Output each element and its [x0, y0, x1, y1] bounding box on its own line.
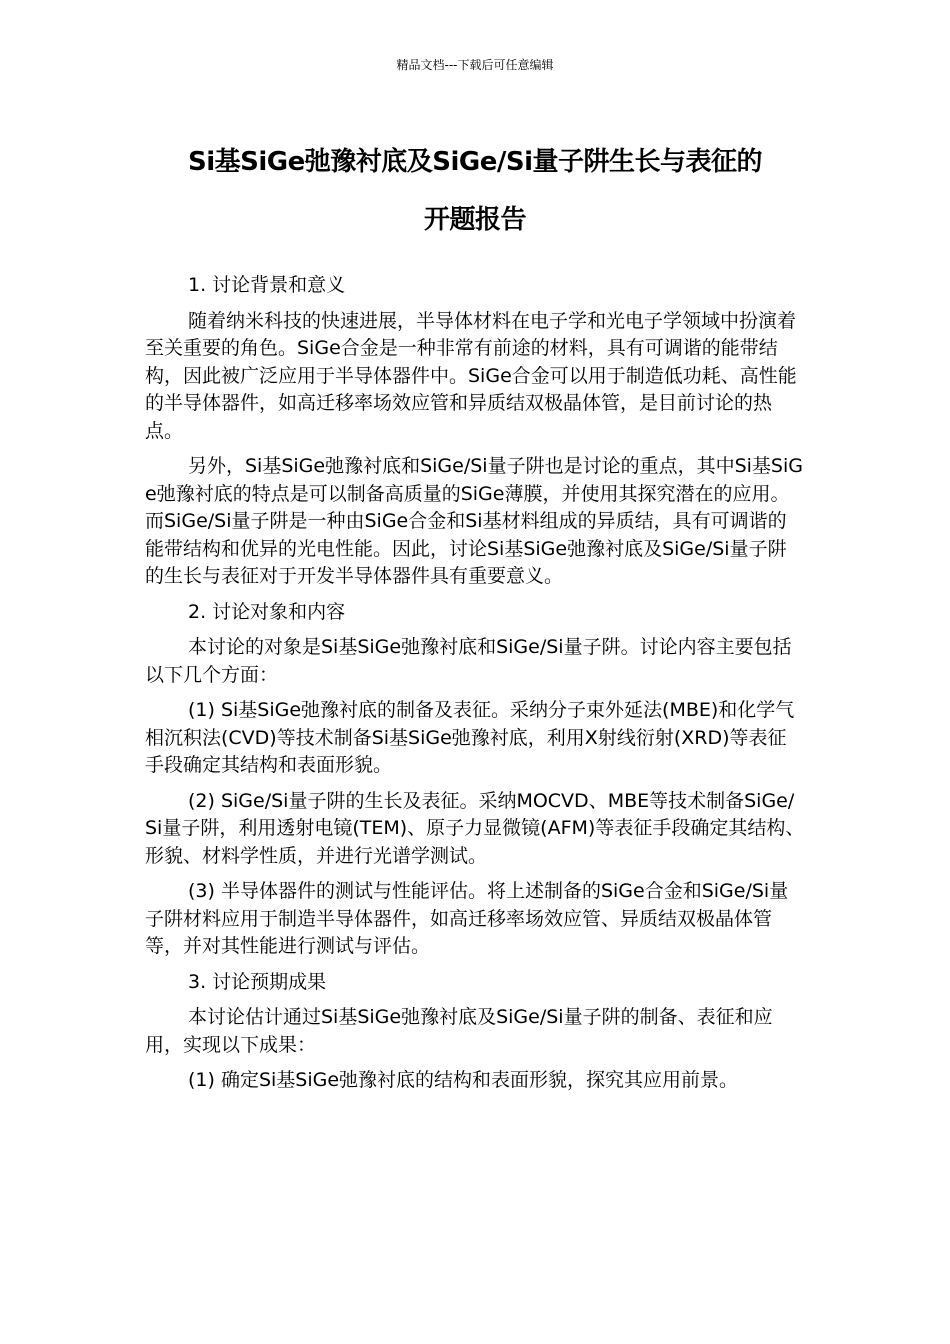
page-header-watermark: 精品文档---下载后可任意编辑: [396, 58, 554, 72]
list-item-objects-1: (1) Si基SiGe弛豫衬底的制备及表征。采纳分子束外延法(MBE)和化学气相沉积法(CVD)等技术制备Si基SiGe弛豫衬底，利用X射线衍射(XRD)等表征手段确定其结构和表面形貌。: [145, 699, 795, 776]
list-item-objects-2: (2) SiGe/Si量子阱的生长及表征。采纳MOCVD、MBE等技术制备SiGe/Si量子阱，利用透射电镜(TEM)、原子力显微镜(AFM)等表征手段确定其结构、形貌、材料学性质，并进行光谱学测试。: [145, 789, 805, 867]
document-title: [100, 133, 850, 249]
list-item-outcomes-1: (1) 确定Si基SiGe弛豫衬底的结构和表面形貌，探究其应用前景。: [188, 1069, 739, 1091]
document-body: [145, 272, 805, 1103]
section-heading-outcomes: 3. 讨论预期成果: [188, 970, 327, 993]
section-heading-background: 1. 讨论背景和意义: [188, 274, 346, 296]
paragraph-background-2: 另外，Si基SiGe弛豫衬底和SiGe/Si量子阱也是讨论的重点，其中Si基SiGe弛豫衬底的特点是可以制备高质量的SiGe薄膜，并使用其探究潜在的应用。而SiGe/Si量子阱是一种由SiGe合金和Si基材料组成的异质结，具有可调谐的能带结构和优异的光电性能。因此，讨论Si基SiGe弛豫衬底及SiGe/Si量子阱的生长与表征对于开发半导体器件具有重要意义。: [145, 455, 803, 587]
paragraph-objects-intro: 本讨论的对象是Si基SiGe弛豫衬底和SiGe/Si量子阱。讨论内容主要包括以下几个方面：: [145, 636, 792, 686]
list-item-objects-3: (3) 半导体器件的测试与性能评估。将上述制备的SiGe合金和SiGe/Si量子阱材料应用于制造半导体器件，如高迁移率场效应管、异质结双极晶体管等，并对其性能进行测试与评估。: [145, 880, 789, 957]
paragraph-background-1: 随着纳米科技的快速进展，半导体材料在电子学和光电子学领域中扮演着至关重要的角色。SiGe合金是一种非常有前途的材料，具有可调谐的能带结构，因此被广泛应用于半导体器件中。SiGe合金可以用于制造低功耗、高性能的半导体器件，如高迁移率场效应管和异质结双极晶体管，是目前讨论的热点。: [145, 309, 797, 442]
paragraph-outcomes-intro: 本讨论估计通过Si基SiGe弛豫衬底及SiGe/Si量子阱的制备、表征和应用，实现以下成果：: [145, 1006, 773, 1056]
document-title-line-1: Si基SiGe弛豫衬底及SiGe/Si量子阱生长与表征的: [188, 147, 762, 177]
section-heading-objects: 2. 讨论对象和内容: [188, 600, 346, 623]
document-title-line-2: 开题报告: [423, 205, 526, 235]
